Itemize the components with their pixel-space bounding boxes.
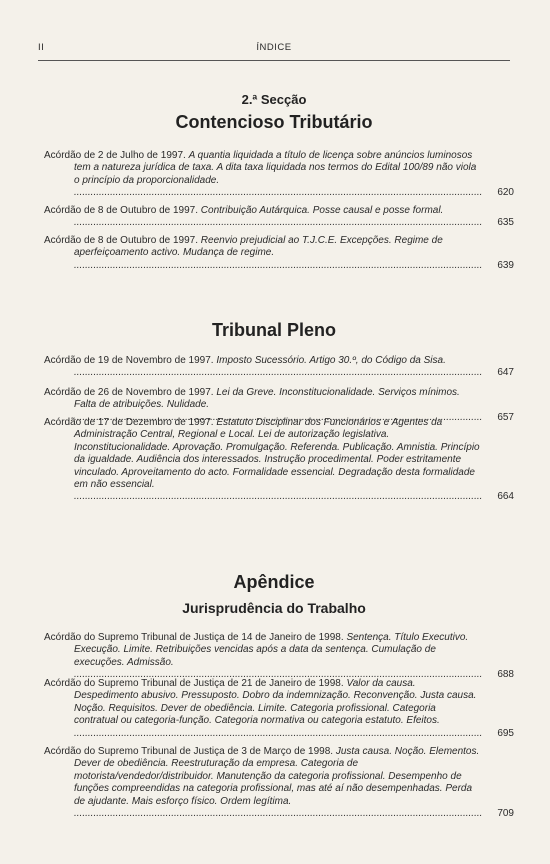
entry-lead: Acórdão de 17 de Dezembro de 1997. bbox=[44, 417, 214, 428]
index-entry[interactable] bbox=[44, 417, 514, 504]
index-entry[interactable] bbox=[44, 205, 514, 230]
entry-description: Justa causa. Noção. Elementos. Dever de obediência. Reestruturação da empresa. Categoria de motorista/vendedor/distribuidor. Manutenção da categoria profissional. Desempenho de funções compreendidas na categoria profissional, mas até aí não desempenhadas. Perda de ajudante. Mais esforço físico. Ordem legítima. ..... bbox=[74, 746, 482, 819]
entry-lead: Acórdão do Supremo Tribunal de Justiça de 3 de Março de 1998. bbox=[44, 746, 334, 757]
entry-lead: Acórdão de 2 de Julho de 1997. bbox=[44, 150, 186, 161]
entry-page: 620 bbox=[497, 187, 514, 199]
entry-lead: Acórdão do Supremo Tribunal de Justiça de 21 de Janeiro de 1998. bbox=[44, 678, 344, 689]
section-title: Apêndice bbox=[233, 572, 315, 592]
page-number: II bbox=[38, 42, 45, 53]
section-title: Tribunal Pleno bbox=[211, 320, 336, 340]
section-subtitle: 2.ª Secção bbox=[241, 92, 307, 107]
index-entry[interactable] bbox=[44, 150, 514, 200]
entry-description: Lei da Greve. Inconstitucionalidade. Serviços mínimos. Falta de atribuições. Nulidade. ..... bbox=[74, 387, 482, 423]
entry-page: 647 bbox=[497, 367, 514, 379]
entry-page: 709 bbox=[497, 807, 514, 819]
entry-page: 657 bbox=[497, 411, 514, 423]
header-title: ÍNDICE bbox=[256, 42, 292, 53]
entry-description: Reenvio prejudicial ao T.J.C.E. Excepções. Regime de aperfeiçoamento activo. Mudança de regime. ..... bbox=[74, 235, 482, 271]
entry-lead: Acórdão de 8 de Outubro de 1997. bbox=[44, 235, 199, 246]
entry-description: Contribuição Autárquica. Posse causal e posse formal. ..... bbox=[74, 205, 482, 228]
entry-page: 639 bbox=[497, 259, 514, 271]
entry-lead: Acórdão do Supremo Tribunal de Justiça de 14 de Janeiro de 1998. bbox=[44, 632, 344, 643]
entry-lead: Acórdão de 8 de Outubro de 1997. bbox=[44, 205, 199, 216]
entry-description: A quantia liquidada a título de licença sobre anúncios luminosos tem a natureza jurídica de taxa. A dita taxa liquidada nos termos do Edital 100/89 não viola o princípio da proporcionalidade. ..... bbox=[74, 150, 482, 198]
entry-page: 635 bbox=[497, 217, 514, 229]
entry-description: Imposto Sucessório. Artigo 30.º, do Código da Sisa. ..... bbox=[74, 355, 482, 378]
entry-lead: Acórdão de 19 de Novembro de 1997. bbox=[44, 355, 214, 366]
index-entry[interactable] bbox=[44, 355, 514, 380]
entry-description: Sentença. Título Executivo. Execução. Limite. Retribuições vencidas após a data da sentença. Cumulação de execuções. Admissão. ..... bbox=[74, 632, 482, 680]
index-entry[interactable] bbox=[44, 678, 514, 740]
index-entry[interactable] bbox=[44, 235, 514, 272]
entry-page: 664 bbox=[497, 491, 514, 503]
entry-lead: Acórdão de 26 de Novembro de 1997. bbox=[44, 387, 214, 398]
entry-description: Valor da causa. Despedimento abusivo. Pressuposto. Dobro da indemnização. Reconvenção. Justa causa. Noção. Requisitos. Dever de obediência. Limite. Categoria profissional. Categoria contratual ou categoria-função. Categoria normativa ou categoria estatuto. Efeitos. ..... bbox=[74, 678, 482, 739]
page-header bbox=[38, 38, 510, 61]
index-entry[interactable] bbox=[44, 632, 514, 682]
section-subtitle: Jurisprudência do Trabalho bbox=[182, 600, 366, 616]
entry-description: Estatuto Disciplinar dos Funcionários e Agentes da Administração Central, Regional e Local. Lei de autorização legislativa. Inconstitucionalidade. Aprovação. Promulgação. Referenda. Publicação. Amnistia. Princípio da igualdade. Audiência dos interessados. Instrução procedimental. Poder estritamente vinculado. Aproveitamento do acto. Formalidade essencial. Degradação desta formalidade em não essencial. ..... bbox=[74, 417, 482, 502]
section-title: Contencioso Tributário bbox=[175, 112, 373, 132]
entry-page: 688 bbox=[497, 669, 514, 681]
index-entry[interactable] bbox=[44, 746, 514, 820]
entry-page: 695 bbox=[497, 727, 514, 739]
